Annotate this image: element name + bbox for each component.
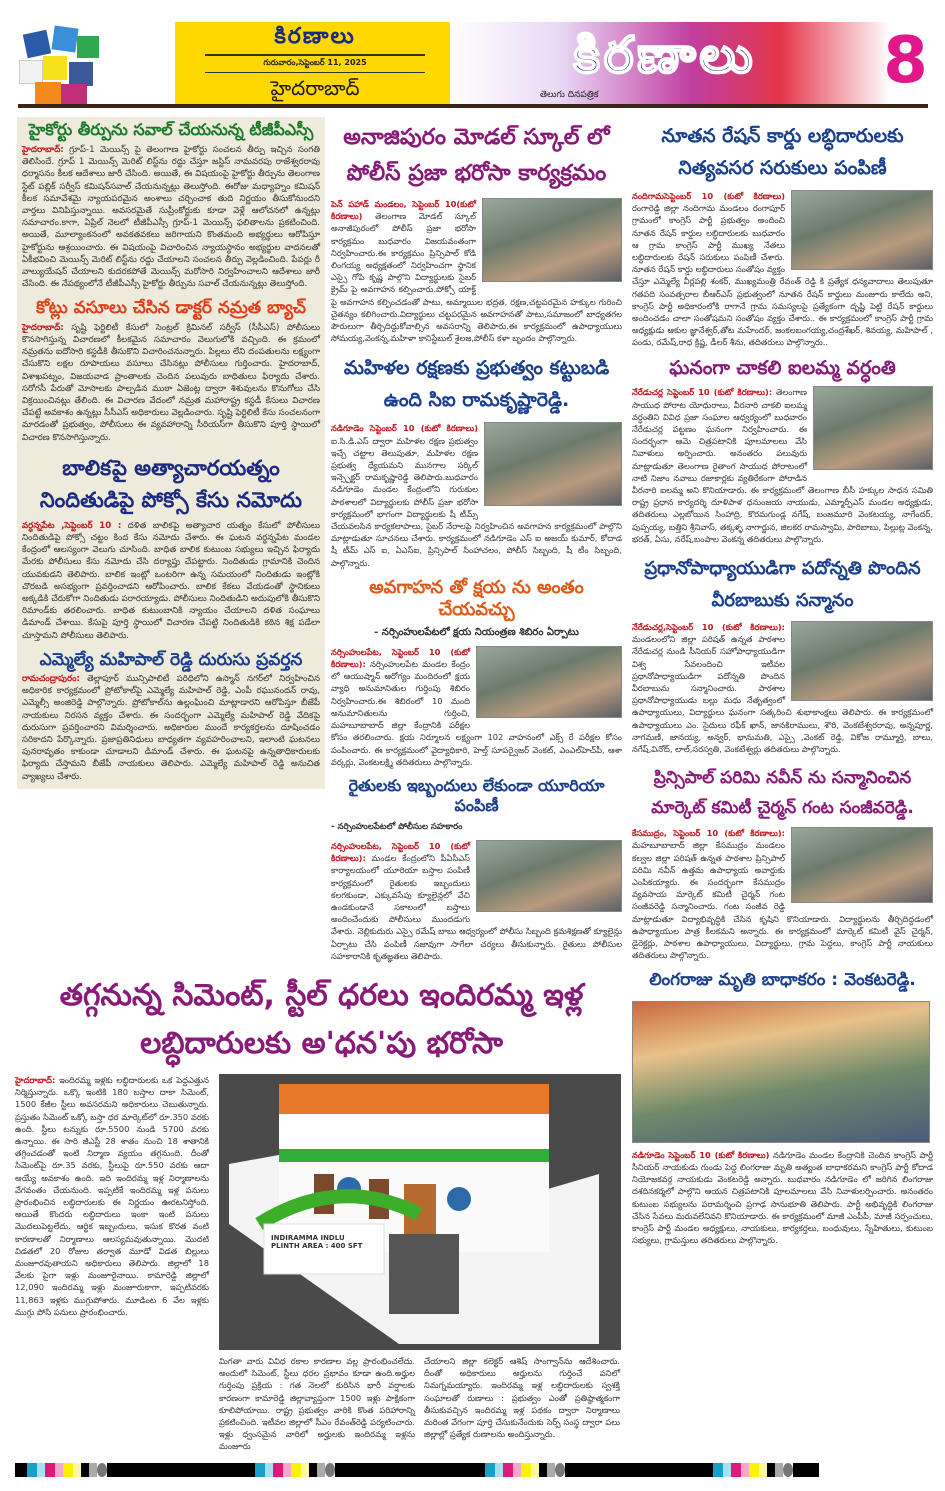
masthead-yellow-panel <box>175 22 450 104</box>
small-logo: కిరణాలు <box>274 24 356 49</box>
top-row <box>15 117 628 962</box>
masthead-banner <box>450 22 890 104</box>
article-tb <box>331 577 622 768</box>
article-ailamma <box>632 357 933 545</box>
article-mla <box>22 650 320 783</box>
issue-date: గురువారం,సెప్టెంబర్ 11, 2025 <box>263 58 367 67</box>
right-column <box>628 117 933 1246</box>
left-block <box>15 117 628 1453</box>
headline: అవగాహన తో క్షయ ను అంతం చేయవచ్చు <box>369 576 584 621</box>
lead-right <box>219 1074 627 1453</box>
headline: మహిళల రక్షణకు ప్రభుత్వం కట్టుబడి ఉంది సిఐ రామకృష్ణారెడ్డి. <box>343 357 610 412</box>
indiramma-house-image <box>219 1074 621 1350</box>
headline: లింగరాజు మృతి బాధాకరం : వెంకటరెడ్డి. <box>649 969 916 990</box>
article-tgpsc <box>22 120 320 290</box>
left-column <box>17 117 325 789</box>
event-photo <box>476 840 622 912</box>
tagline: తెలుగు దినపత్రిక <box>540 90 599 100</box>
event-photo <box>484 422 622 506</box>
lead-row <box>15 1074 628 1453</box>
article-anajipuram <box>331 120 622 344</box>
masthead-rule <box>18 104 928 108</box>
page-number: 8 <box>883 24 928 98</box>
page-content <box>15 117 935 1491</box>
edition-city: హైదరాబాద్ <box>270 76 360 100</box>
article-body: నేరేడుచర్ల,సెప్టెంబర్ 10 (కుటో కిరణాలు): మండలంలోని జిల్లా పరిషత్ ఉన్నత పాఠశాల నేరేడుచర్ల నుండి సీనియర్ సహోపాధ్యాయుడిగా విశ్వ సేవలందించి ఇటీవల ప్రధానోపాధ్యాయుడిగా పదోన్నతి పొందిన వీరబాబును సన్మానించారు. పాఠశాల ప్రధానోపాధ్యాయుడు బల్లు మధు నేతృత్వంలో ఉపాధ్యాయులు, విద్యార్థులు ఘనంగా సత్కరించి శుభాకాంక్షలు తెలిపారు. ఈ కార్యక్రమంలో ఉపాధ్యాయులు ఎం. సైదులు రఫీక్ ఖాన్, జానకిరాములు, శౌరి, వెంకటేశ్వరరావు, అన్నపూర్ణ, నాగమణి, జానయ్య, అన్వర్, భానుమతి, ఎస్సై ,వెంకట్ రెడ్డి, వికోజ రామ్మూర్తి, బాలు, నగేష్,వినోద్, లాల్,సరస్వతి, వెంకటేశ్వర్లు తదితరులు పాల్గొన్నారు. <box>632 622 933 755</box>
article-body: పెన్ పహాడ్ మండలం, సెప్టెంబర్ 10(కుటో కిరణాలు) తెలంగాణ మోడల్ స్కూల్ అనాజీపురంలో పోలీస్ ప్రజా భరోసా కార్యక్రమం బుధవారం విజయవంతంగా నిర్వహించారు.ఈ కార్యక్రమం ప్రిన్సిపాల్ కోడి లింగయ్య అధ్యక్షతంలో నిర్వహించగా స్థానిక ఎస్సై గోపి కృష్ణ పాల్గొని విద్యార్థులకు సైబర్ క్రైమ్ పై అవగాహన కల్పించారు.పోక్సో యాక్ట్ పై అవగాహన కల్పించడంతో పాటు, అమ్మాయిల భద్రత, రక్షణ,చట్టపరమైన హక్కుల గురించి చైతన్యం కలిగించారు.విద్యార్థులు చట్టపరమైన అవగాహనతో పాటు,సమాజంలో బాధ్యతగల పౌరులుగా తీర్చిదిద్దుకోవాల్సిన అవసరాన్ని తెలిపారు.ఈ కార్యక్రమంలో ఉపాధ్యాయులు సోమయ్య,వెంకన్న,మహిళా కానిస్టేబుల్ శైలజ,పోలీస్ కళా బృందం పాల్గొన్నారు. <box>331 199 622 344</box>
headline: బాలికపై అత్యాచారయత్నం నిందితుడిపై పోక్సో కేసు నమోదు <box>39 455 303 512</box>
article-body: నర్సింహులపేట, సెప్టెంబర్ 10 (కుటో కిరణాలు): నర్సింహులపేట మండల కేంద్రం లో ఆయుష్మాన్ ఆరోగ్యం మందిరంలో క్షయ వ్యాధి అనుమానితుల గుర్తింపు శిబిరం నిర్వహించారు.ఈ శిబిరంలో 10 మంది అనుమానితులను గుర్తించి, మహబూబాబాద్ జిల్లా కేంద్రానికి పరీక్షల కోసం తరలించారు. క్షయ నిర్మూలన లక్ష్యంగా 102 వాహనంలో ఎక్స్ రే పరీక్షల కోసం పంపించారు. ఈ కార్యక్రమంలో వైద్యాధికారి, హెల్త్ సూపర్వైజర్ వెంకట్, ఎంఎల్‌హెచ్‌పీ, ఆశా వర్కర్లు, వెంకటలక్ష్మి తదితరులు పాల్గొన్నారు. <box>331 646 622 767</box>
article-lingaraju <box>632 970 933 1247</box>
subhead: - నర్సింహులపేటలో పోలీసుల సహకారం <box>331 821 463 832</box>
article-body: నడిగూడెం సెప్టెంబర్ 10 (కుటో కిరణాలు) ఐ.సి.డి.ఎస్ ద్వారా మహిళల రక్షణ ప్రభుత్వం ఇచ్చే చట్టాల తెలుపుతూ, మహిళల రక్షణ ప్రభుత్వ ధ్యేయమని మునగాల సర్కిల్ ఇన్స్పెక్టర్ రామకృష్ణారెడ్డి తెలిపారు.బుధవారం నడిగూడెం మండల కేంద్రంలోని గురుకుల పాఠశాలలో విద్యార్థులకు పోలీస్ ప్రజా భరోసా కార్యక్రమంలో భాగంగా విద్యార్థులకు షీ టీమ్స్ చేయవలసిన కార్యకలాపాలు, సైబర్ నేరాలపై నిర్వహించిన అవగాహన కార్యక్రమంలో పాల్గొని మాట్లాడుతూ సూచనలు చేశారు. కార్యక్రమంలో నడిగూడెం ఎస్ ఐ అజయ్ కుమార్, కోదాడ షీ టీమ్ ఎస్ ఐ, ఏఎస్ఐ, ప్రిన్సిపాల్ సింహాచలం, పోలీస్ సిబ్బంది, షీ టీం సిబ్బంది, పాల్గొన్నారు. <box>331 423 622 568</box>
article-ration-card <box>632 120 933 349</box>
headline: కోట్లు వసూలు చేసిన డాక్టర్ నమ్రత బ్యాచ్ <box>36 298 306 319</box>
headline: నూతన రేషన్ కార్డు లబ్ధిదారులకు నిత్యవసర సరుకులు పంపిణీ <box>661 125 904 179</box>
lead-body-mid1: మిగతా వారు వివిధ రకాల కారణాల వల్ల ప్రారంభించలేదు. అందులో సిమెంట్, స్టీలు ధరల ప్రభావం కూడా ఉంది.అర్హుల గుర్తింపు ప్రక్రియ : గత నెలలో కురిసిన భారీ వర్షాలకు కారణంగా కామారెడ్డి జిల్లావ్యాప్తంగా 1500 ఇళ్లు పాక్షికంగా కూలిపోయాయి. రాష్ట్ర ప్రభుత్వం వారికి కొంత పరిహారాన్ని ప్రకటించింది. ఇటీవల జిల్లాలో సీఎం రేవంత్‌రెడ్డి పర్యటించారు. ఇళ్లు ధ్వంసమైన వారిలో అర్హులకు ఇందిరమ్మ ఇళ్లను మంజూరు <box>219 1355 415 1452</box>
headline: ప్రధానోపాధ్యాయుడిగా పదోన్నతి పొందిన వీరబాబుకు సన్మానం <box>644 558 921 612</box>
headline: హైకోర్టు తీర్పును సవాల్ చేయనున్న టీజీపీఎస్సీ <box>28 120 314 139</box>
subhead: - నర్సింహులపేటలో క్షయ నియంత్రణ శిబిరం ఏర్పాటు <box>374 626 579 638</box>
event-photo <box>476 646 622 718</box>
lead-body-left: హైదరాబాద్: ఇందిరమ్మ ఇళ్లకు లబ్ధిదారులకు ఒక పెద్దఎత్తున నిర్మిస్తున్నారు. ఒక్కొ ఇంటికి 180 బస్తాల దాకా సిమెంట్, 1500 కేజీల స్టీలు అవసరమని అధికారులు చెబుతున్నారు. ప్రస్తుతం సిమెంట్ ఒక్కో బస్తా ధర మార్కెట్‌లో రూ.350 వరకు ఉంది. స్టీలు టన్నుకు రూ.5500 నుండి 5700 వరకు ఉన్నాయి. ఈ సారి జీఎస్టీ 28 శాతం నుంచి 18 శాతానికి తగ్గించడంతో ఇంటి నిర్మాణ వ్యయం తగ్గనుంది. దీంతో సిమెంట్‌పై రూ.35 వరకు, స్టీలుపై రూ.550 వరకు ఆదా అయ్యే అవకాశం ఉంది. ఇది ఇందిరమ్మ ఇళ్ల నిర్మాణాలను వేగవంతం చేయనుంది. ఇప్పటికే ఇందిరమ్మ ఇళ్ల పనులు ప్రారంభించిన లబ్ధిదారులకు ఈ నిర్ణయం ఊరటనిస్తోంది. అయితే కొందరు లబ్ధిదారులు ఇంకా ఇంటి పనులు మొదలుపెట్టలేదు. ఆర్థిక ఇబ్బందులు, ఇసుక కొరత వంటి కారణాలతో నిర్మాణాలు ఆలస్యమవుతున్నాయి. మొదటి విడతలో 20 రోజుల తర్వాత మూడో విడత బిల్లులు మంజూరవుతాయని అధికారులు తెలిపారు. జిల్లాలో 18 వేలకు పైగా ఇళ్లు మంజూరైనాయి. కామారెడ్డి జిల్లాలో 12,090 ఇందిరమ్మ ఇళ్లు మంజూరుకాగా, ఇప్పటివరకు 11,863 ఇళ్లకు ముగ్గుపోశారు. మూడింట 6 వేల ఇళ్లకు ముగ్గు పోసి పనులు ప్రారంభించారు. <box>15 1074 210 1317</box>
article-veerababu <box>632 553 933 755</box>
article-body: రామచంద్రాపురం: తెల్లాపూర్ మున్సిపాలిటీ పరిధిలోని ఉస్మాన్ నగర్‌లో నిర్వహించిన అధికారిక కార్యక్రమంలో ప్రోటోకాల్‌పై ఎమ్మెల్యే మహిపాల్ రెడ్డి, ఎంపీ రఘునందన్ రావు, ఎమ్మెల్సీ అంజిరెడ్డి పాల్గొన్నారు. ప్రోటోకాల్‌ను ఉల్లంఘించి మాట్లాడారని ఆరోపిస్తూ బీజేపీ నాయకులు నిరసన వ్యక్తం చేశారు. ఈ సందర్భంగా ఎమ్మెల్యే మహిపాల్ రెడ్డి వేదికపై దురుసుగా ప్రవర్తించారని విమర్శించారు. అధికారుల ముందే కార్యకర్తలను దూషించడం సరికాదని పేర్కొన్నారు. ప్రజాప్రతినిధులు బాధ్యతగా వ్యవహరించాలని, ఇలాంటి ఘటనలు పునరావృతం కాకుండా చూడాలని డిమాండ్ చేశారు. ఈ ఘటనపై ఉన్నతాధికారులకు ఫిర్యాదు చేస్తామని బీజేపీ నాయకులు తెలిపారు. ఎమ్మెల్యే మహిపాల్ రెడ్డి అనుచిత వ్యాఖ్యలు చేశారు. <box>22 674 320 782</box>
lead-article <box>15 972 628 1453</box>
article-body: హైదరాబాద్: గ్రూప్-1 మెయిన్స్ పై తెలంగాణ హైకోర్టు సంచలన తీర్పు ఇచ్చిన సంగతి తెలిసిందే. గ్రూప్ 1 మెయిన్స్ మెరిట్ లిస్ట్‌ను రద్దు చేస్తూ జస్టిస్ నామవరపు రాజేశ్వరరావు ధర్మాసనం కీలక ఆదేశాలు జారీ చేసింది. అయితే, ఈ విషయంపై హైకోర్టు తీర్పును తెలంగాణ స్టేట్ పబ్లిక్ సర్వీస్ కమిషన్‌సవాల్ చేయనున్నట్లు తెలుస్తోంది. ఈరోజు మధ్యాహ్నం కమిషన్ కీలక సమావేశమై న్యాయపరమైన అంశాలు చర్చించాక తుది నిర్ణయం తీసుకోనుందని వార్తలు వినిపిస్తున్నాయి. అవసరమైతే సుప్రీంకోర్టుకు కూడా వెళ్లే ఆలోచనలో ఉన్నట్లు సమాచారం.కాగా, ఏప్రిల్ నెలలో టీజీపీఎస్సీ గ్రూప్-1 మెయిన్స్ ఫలితాలను ప్రకటించింది. అయితే, మూల్యాంకనంలో అవకతవకలు జరిగాయని కొంతమంది అభ్యర్థులు ఆరోపిస్తూ హైకోర్టును ఆశ్రయించారు. ఈ విషయంపై విచారించిన న్యాయస్థానం అభ్యర్థుల వాదనలతో ఏకీభవించి మెయిన్స్ మెరిట్ లిస్ట్‌ను రద్దు చేయాలని సంచలన తీర్పు వెల్లడించింది. పేపర్లు రీ వాల్యుయేషన్ చేయాలని కుదరకపోతే మెయిన్స్ మరోసారి నిర్వహించాలని ఆదేశాలు జారీ చేసింది. ఈ నేపథ్యంలోనే టీజీపీఎస్సీ హైకోర్టు తీర్పును సవాల్ చేయనున్నట్లు తెలుస్తోంది. <box>22 145 320 290</box>
main-logo: కిరణాలు <box>573 26 757 84</box>
event-photo <box>791 621 933 701</box>
article-namrata <box>22 298 320 443</box>
event-photo <box>632 1001 930 1143</box>
article-pocso <box>22 452 320 642</box>
article-body: నేరేడుచర్ల సెప్టెంబర్ 10 (కుటో కిరణాలు): తెలంగాణ సాయుధ పోరాట యోధురాలు, వీరనారి చాకలి ఐలమ్మ వర్ధంతిని వివిధ ప్రజా సంఘాల ఆధ్వర్యంలో బుధవారం నేరేడుచర్ల పట్టణం ఘనంగా నిర్వహించారు. ఈ సందర్భంగా ఆమె చిత్రపటానికి పూలమాలలు వేసి నివాళులు అర్పించారు. అనంతరం పలువురు మాట్లాడుతూ తెలంగాణ రైతాంగ సాయుధ పోరాటంలో నాటి నిజాం నవాబు రజాకార్లకు వ్యతిరేకంగా పోరాడిన వీరనారి ఐలమ్మ అని కొనియాడారు. ఈ కార్యక్రమంలో తెలంగాణ బీసీ హక్కుల సాధన సమితి రాష్ట్ర ప్రధాన కార్యదర్శి దూళిపాళ ధనుంజయ నాయుడు, ఎమ్మార్పీఎస్ మండల అధ్యక్షుడు, తదితరులు ఎల్లబోయిన సింహాద్రి, కొరమగుండ్ల నగేష్, బంజమూరి వెంకటయ్య, నాగేందర్, పుప్పయ్య, బత్తిని శ్రీనివాస్, తక్కళ్ళ నాగార్జున, జిలకర రామస్వామి, పారిబాబు, పిల్లుట్ల వెంకన్న, భరత్, ఏసు, నరేష్,బంపాల వెంకన్న తదితరులు పాల్గొన్నారు. <box>632 387 933 544</box>
house-plaque-text: INDIRAMMA INDLU PLINTH AREA : 400 SFT <box>271 1233 363 1250</box>
article-body: నందిగామసెప్టెంబర్ 10 (కుటో కిరణాలు) రంగారెడ్డి జిల్లా నందిగామ మండలం రంగాపూర్ గ్రామంలో కాంగ్రెస్ పార్టీ ప్రభుత్వం అందించి నూతన రేషన్ కార్డుల లబ్ధిదారులకు బుధవారం ఆ గ్రామ కాంగ్రెస్ పార్టీ ముఖ్య నేతలు లబ్ధిదారులకు రేషన్ సరుకులు పంపిణీ చేశారు. నూతన రేషన్ కార్డు లబ్ధిదారులు సంతోషం వ్యక్తం చేస్తూ ఎమ్మెల్యే వీర్లపల్లి శంకర్, ముఖ్యమంత్రి రేవంత్ రెడ్డి కి ప్రత్యేక ధన్యవాదాలు తెలుపుతూ గతపది సంవత్సరాల బీఆర్ఎస్ ప్రభుత్వంలో నూతన రేషన్ కార్డులు మంజూరు కాలేదు అని, కాంగ్రెస్ పార్టీ అధికారంలోకి రాగానే గ్రామ సమస్యలపై ప్రత్యేకంగా దృష్టి పెట్టి రేషన్ కార్డులు అందించడం చాలా సంతోషమని సంతోషం వ్యక్తం చేశారు.. ఈ కార్యక్రమంలో కాంగ్రెస్ పార్టీ గ్రామ అధ్యక్షుడు ఆకుల జ్ఞానేశ్వర్,తోట మహేందర్, జంకలబంగయ్య,చంద్రశేఖర్, శివయ్య, మహిపాల్ , పండు, రమేష్,రాధ క్రిష్ణ, డీలర్ శీను, తదితరులు పాల్గొన్నారు.. <box>632 191 933 348</box>
article-body: నర్సింహులపేట, సెప్టెంబర్ 10 (కుటో కిరణాలు): మండల కేంద్రంలోని పీఏసీఎస్ కార్యాలయంలో యూరియా బస్తాల పంపిణీ కార్యక్రమంలో రైతులకు ఇబ్బందులు కలగకుండా, ఎక్కువసేపు క్యూలైన్లలో వేచి ఉండకుండానే సకాలంలో బస్తాలు అందించేందుకు పోలీసులు ముందడుగు వేశారు. నెల్లికుదురు ఎస్సై రమేష్ బాబు ఆధ్వర్యంలో పోలీసు సిబ్బంది క్రమశిక్షణతో క్యూలైన్లు ఏర్పాటు చేసి పంపిణీ సజావుగా సాగేలా చర్యలు తీసుకున్నారు. రైతులు పోలీసుల సహకారానికి కృతజ్ఞతలు తెలిపారు. <box>331 840 622 961</box>
headline: ప్రిన్సిపాల్ పరిమి నవీన్ ను సన్మానించిన మార్కెట్ కమిటీ చైర్మన్ గంట సంజీవరెడ్డి. <box>651 768 914 819</box>
article-women-safety <box>331 352 622 568</box>
article-body: నడిగూడెం సెప్టెంబర్ 10 (కుటో కిరణాలు) నడిగూడెం మండల కేంద్రానికి చెందిన కాంగ్రెస్ పార్టీ సీనియర్ నాయకుడు గుండు పెద్ద లింగరాజు మృతి అత్యంత బాధాకరమని కాంగ్రెస్ పార్టీ కోదాడ నియోజకవర్గ నాయకుడు వెంకటరెడ్డి అన్నారు. బుధవారం నడిగూడెం లో జరిగిన లింగరాజు దశదినకర్మలో పాల్గొని ఆయన చిత్రపటానికి పూలమాలలు వేసి నివాళులర్పించారు. అనంతరం కుటుంబ సభ్యులను పరామర్శించి ప్రగాఢ సానుభూతి తెలిపారు. పార్టీ అభివృద్ధికి లింగరాజు చేసిన సేవలు మరువలేనివని కొనియాడారు. ఈ కార్యక్రమంలో మాజీ ఎంపీపీ, మాజీ సర్పంచులు, కాంగ్రెస్ పార్టీ మండల అధ్యక్షులు, నాయకులు, కార్యకర్తలు, బంధువులు, స్నేహితులు, కుటుంబ సభ్యులు, గ్రామస్తులు తదితరులు పాల్గొన్నారు. <box>632 1149 934 1246</box>
article-body: హైదరాబాద్: సృష్టి ఫెర్టిలిటీ కేసులో సెంట్రల్ క్రిమినల్ సర్వీస్ (సీసీఎస్) పోలీసులు కొనసాగిస్తున్న విచారణలో కీలకమైన సమాచారం వెలుగులోకి వచ్చింది. ఈ క్రమంలో నమ్రతను ఐదోసారి కస్టడీకి తీసుకొని విచారించనున్నారు. పిల్లలు లేని దంపతులను లక్ష్యంగా చేసుకొని లక్షల రూపాయలు వసూలు చేసినట్లు పోలీసులు గుర్తించారు. హైదరాబాద్, విశాఖపట్నం, విజయవాడ ప్రాంతాలకు చెందిన పలువురు బాధితులు ఫిర్యాదు చేశారు. సరోగసీ పేరుతో మోసాలకు పాల్పడిన ముఠా ఏజెంట్ల ద్వారా శిశువులను కొనుగోలు చేసి విక్రయించినట్లు తేలింది. ఈ విచారణ వేదంలో నమ్రత మహారాష్ట్ర కస్టడీ కేసులు విచారణ చేపట్టే అవకాశం ఉన్నట్లు సీసీఎస్ అధికారులు వెల్లడించారు. సృష్టి ఫెర్టిలిటీ కేసు సంచలనంగా మారడంతో ప్రభుత్వం, పోలీసులు ఈ వ్యవహారాన్ని సీరియస్‌గా తీసుకొని పూర్తి స్థాయిలో విచారణ కొనసాగిస్తున్నారు. <box>22 322 320 443</box>
article-body: వర్ధన్నపేట ,సెప్టెంబర్ 10 : దళిత బాలికపై అత్యాచార యత్నం కేసులో పోలీసులు నిందితుడిపై పోక్సో చట్టం కింద కేసు నమోదు చేశారు. ఈ ఘటన వర్ధన్నపేట మండల కేంద్రంలో ఆలస్యంగా వెలుగు చూసింది. బాధిత బాలిక కుటుంబ సభ్యులు ఇచ్చిన ఫిర్యాదు మేరకు పోలీసులు కేసు నమోదు చేసి దర్యాప్తు చేపట్టారు. నిందితుడు గ్రామానికి చెందిన యువకుడని తెలిపారు. బాలిక ఇంట్లో ఒంటరిగా ఉన్న సమయంలో నిందితుడు ఇంట్లోకి చొరబడి అసభ్యంగా ప్రవర్తించాడని ఆరోపించారు. బాలిక కేకలు వేయడంతో స్థానికులు అక్కడికి చేరుకోగా నిందితుడు పరారయ్యాడు. పోలీసులు నిందితుడిని అదుపులోకి తీసుకొని రిమాండ్‌కు తరలించారు. బాధిత కుటుంబానికి న్యాయం చేయాలని దళిత సంఘాలు డిమాండ్ చేశాయి. కేసుపై పూర్తి స్థాయిలో విచారణ చేపట్టి నిందితుడికి కఠిన శిక్ష పడేలా చూస్తామని పోలీసులు తెలిపారు. <box>22 520 320 641</box>
event-photo <box>791 190 933 270</box>
article-naveen <box>632 763 933 961</box>
event-photo <box>482 198 622 282</box>
article-body: కేసముద్రం, సెప్టెంబర్ 10 (కుటో కిరణాలు): మహబూబాబాద్ జిల్లా కేసముద్రం మండలం కల్వల జిల్లా పరిషత్ ఉన్నత పాఠశాల ప్రిన్సిపాల్ పరిమి నవీన్ ఉత్తమ ఉపాధ్యాయ అవార్డుకు ఎంపికయ్యారు. ఈ సందర్భంగా కేసముద్రం వ్యవసాయ మార్కెట్ కమిటీ చైర్మన్ గంట సంజీవరెడ్డి సన్మానించారు. గంట సంజీవ రెడ్డి మాట్లాడుతూ విద్యాభివృద్ధికి చేసిన కృషిని కొనియాడారు. విద్యార్థులను తీర్చిదిద్దడంలో ఉపాధ్యాయుల పాత్ర కీలకమని అన్నారు. ఈ కార్యక్రమంలో మార్కెట్ కమిటీ వైస్ చైర్మన్, డైరెక్టర్లు, పాఠశాల ఉపాధ్యాయులు, విద్యార్థులు, గ్రామ పెద్దలు, కాంగ్రెస్ పార్టీ నాయకులు తదితరులు పాల్గొన్నారు. <box>632 828 933 961</box>
headline: రైతులకు ఇబ్బందులు లేకుండా యూరియా పంపిణీ <box>348 775 605 815</box>
headline: అనాజిపురం మోడల్ స్కూల్ లో పోలీస్ ప్రజా భరోసా కార్యక్రమం <box>343 125 610 186</box>
middle-column <box>325 117 625 962</box>
event-photo <box>813 386 933 470</box>
masthead <box>10 18 935 110</box>
lead-headline: తగ్గనున్న సిమెంట్, స్టీల్ ధరలు ఇందిరమ్మ ఇళ్ల లబ్ధిదారులకు అ'ధన'పు భరోసా <box>59 977 584 1061</box>
lead-body-mid2: చేయాలని జిల్లా కలెక్టర్ ఆశిష్ సాంగ్వాన్‌ను ఆదేశించారు. దీంతో అధికారులు అర్హులను గుర్తించే పనిలో నిమగ్నమయ్యారు. ఇందిరమ్మ ఇళ్ల లబ్ధిదారులకు స్వశక్తి సంఘాలతో రుణాలు : ప్రభుత్వం ఎంతో ప్రతిష్ఠాత్మకంగా తీసుకువచ్చిన ఇందిరమ్మ ఇళ్ల పథకం ద్వారా నిర్మాణాలు మరింత వేగంగా పూర్తి చేసుకునేందుకు సెర్ప్ సంస్థ ద్వారా పలు జిల్లాల్లో ప్రత్యేక రుణాలను అందిస్తున్నారు. <box>424 1355 620 1440</box>
headline: ఘనంగా చాకలి ఐలమ్మ వర్ధంతి <box>669 356 896 379</box>
social-media-cubes-graphic <box>15 22 105 107</box>
article-urea <box>331 776 622 962</box>
headline: ఎమ్మెల్యే మహిపాల్ రెడ్డి దురుసు ప్రవర్తన <box>39 649 303 670</box>
event-photo <box>791 827 933 903</box>
